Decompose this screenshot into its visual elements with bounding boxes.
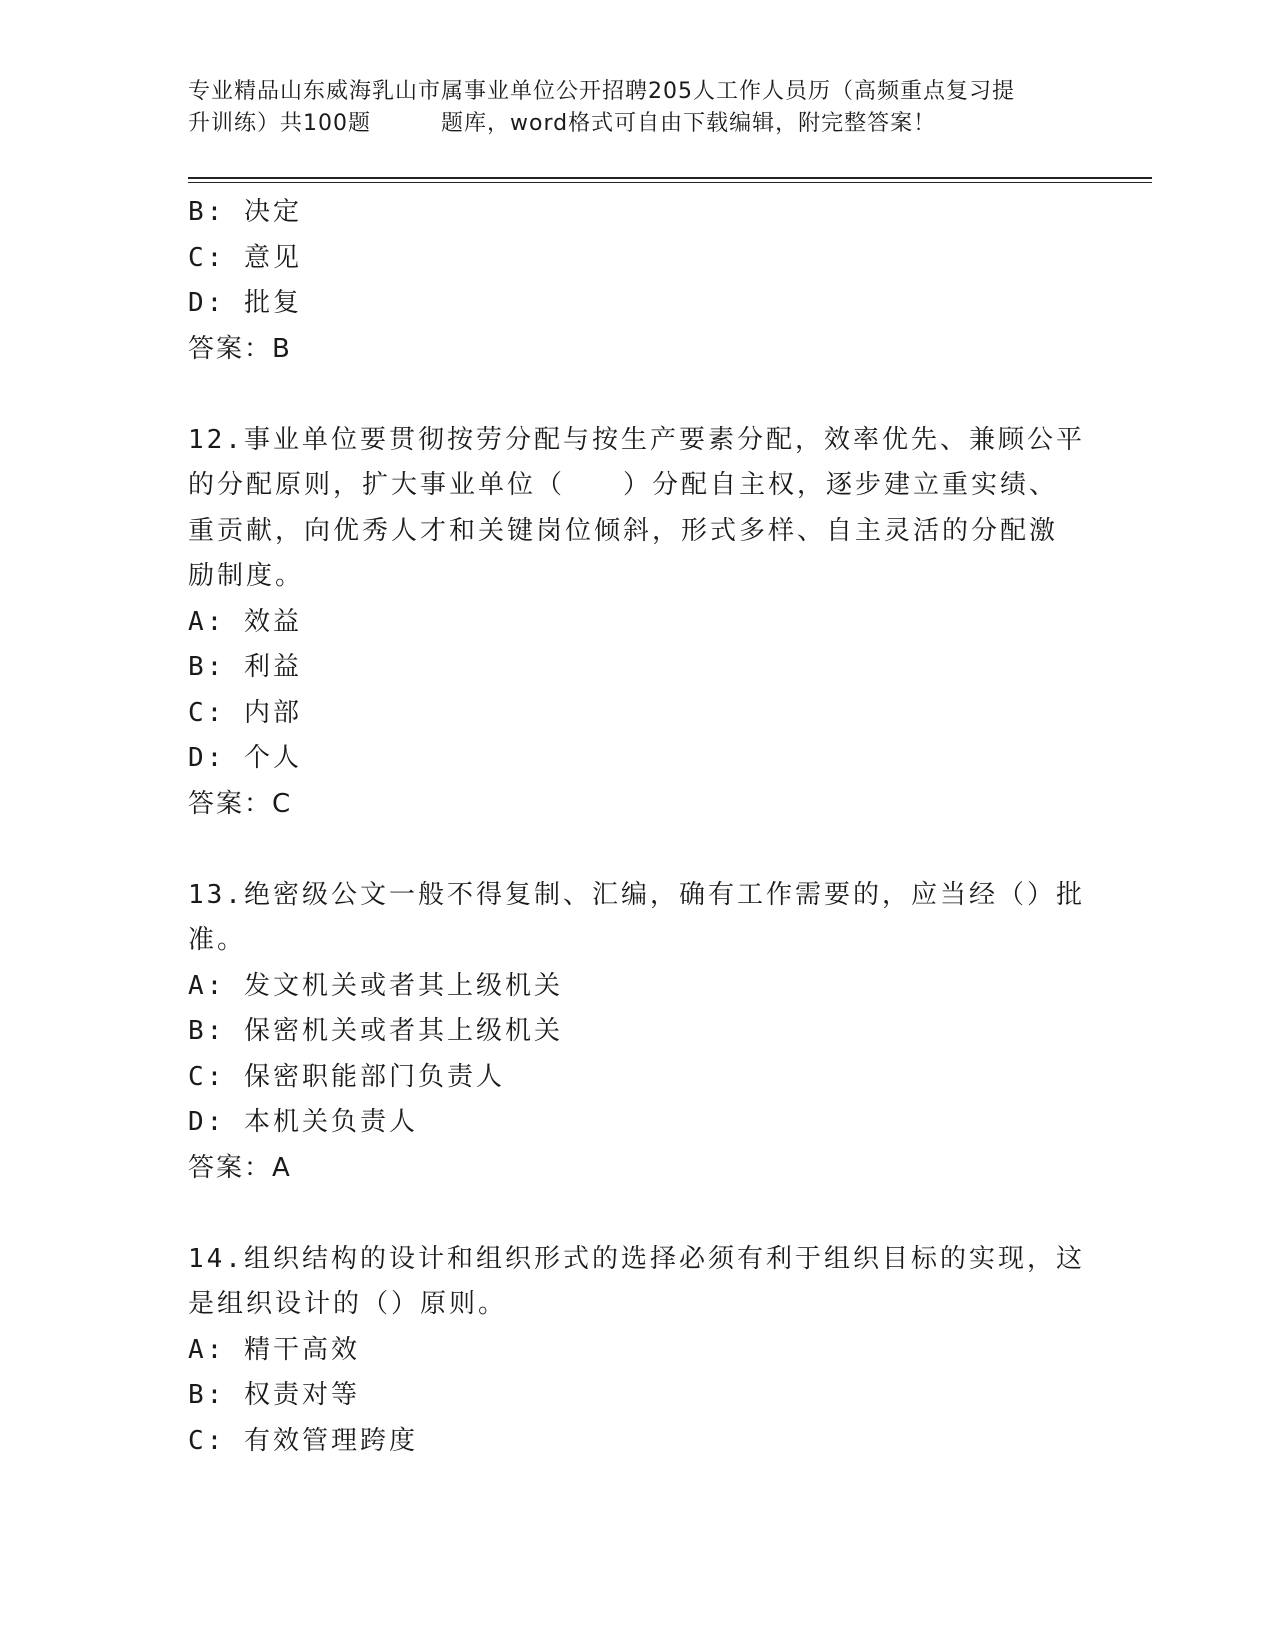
header-title-line2 [188, 108, 1088, 140]
header-title-line2-part2: 题库，word格式可自由下载编辑，附完整答案！ [441, 111, 937, 136]
header-title-line2-part1: 升训练）共100题 [188, 111, 371, 136]
question-content [188, 190, 1085, 1464]
q12-stem-line2: 的分配原则，扩大事业单位（ ）分配自主权，逐步建立重实绩、 [188, 470, 1059, 500]
header-divider-thick [188, 177, 1152, 179]
q13-option-d: D: 本机关负责人 [188, 1107, 418, 1137]
q12-option-c: C: 内部 [188, 697, 302, 728]
q11-option-b: B: 决定 [188, 197, 302, 227]
q12-option-b: B: 利益 [188, 652, 302, 682]
q12-option-d: D: 个人 [188, 743, 302, 773]
q12-option-a: A: 效益 [188, 606, 302, 637]
q14-stem-line1: 14.组织结构的设计和组织形式的选择必须有利于组织目标的实现，这 [188, 1243, 1085, 1274]
q13-option-b: B: 保密机关或者其上级机关 [188, 1016, 563, 1046]
q14-option-c: C: 有效管理跨度 [188, 1425, 418, 1456]
q14-option-a: A: 精干高效 [188, 1334, 360, 1365]
q11-option-d: D: 批复 [188, 288, 302, 318]
question-14 [188, 1237, 1085, 1465]
q14-option-b: B: 权责对等 [188, 1380, 360, 1410]
q12-answer: 答案：C [188, 788, 293, 819]
q12-stem-line4: 励制度。 [188, 561, 305, 591]
q11-option-c: C: 意见 [188, 242, 302, 273]
q13-stem-line1: 13.绝密级公文一般不得复制、汇编，确有工作需要的，应当经（）批 [188, 879, 1085, 910]
q11-answer: 答案：B [188, 333, 292, 364]
header-title-line1: 专业精品山东威海乳山市属事业单位公开招聘205人工作人员历（高频重点复习提 [188, 79, 1015, 104]
q14-stem-line2: 是组织设计的（）原则。 [188, 1289, 508, 1319]
header-divider-thin [188, 182, 1152, 183]
q13-stem-line2: 准。 [188, 925, 247, 955]
q12-stem-line1: 12.事业单位要贯彻按劳分配与按生产要素分配，效率优先、兼顾公平 [188, 424, 1085, 455]
q13-option-c: C: 保密职能部门负责人 [188, 1061, 505, 1092]
question-11 [188, 190, 1078, 372]
q12-stem-line3: 重贡献，向优秀人才和关键岗位倾斜，形式多样、自主灵活的分配激 [188, 515, 1059, 546]
question-12 [188, 418, 1085, 828]
q13-option-a: A: 发文机关或者其上级机关 [188, 970, 563, 1001]
document-header [188, 76, 1088, 140]
q13-answer: 答案：A [188, 1152, 292, 1183]
question-13 [188, 873, 1085, 1192]
